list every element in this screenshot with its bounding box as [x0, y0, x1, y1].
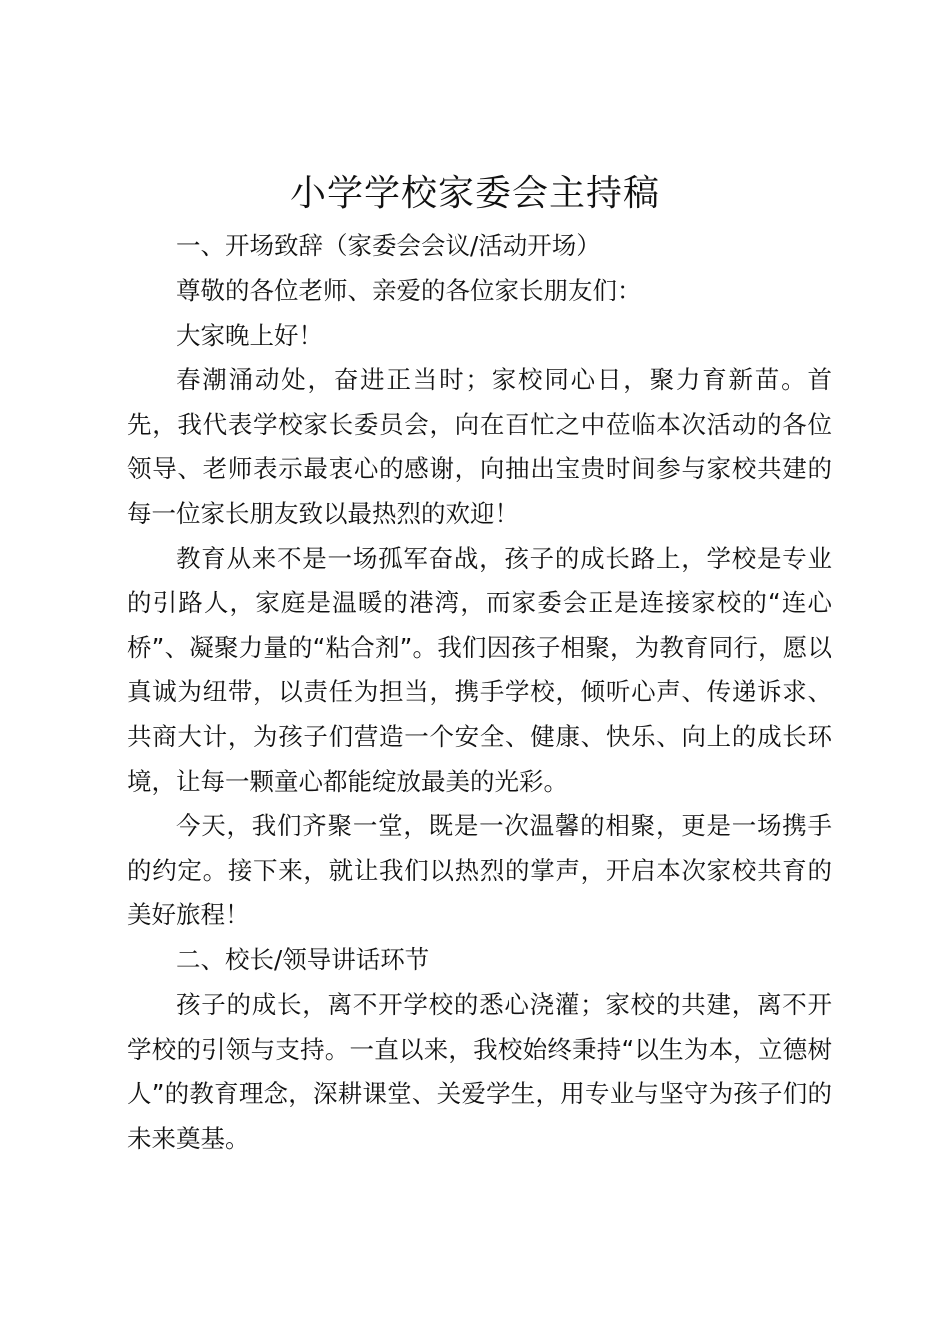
- salutation-line: 大家晚上好！: [176, 320, 323, 350]
- paragraph-today: 今天，我们齐聚一堂，既是一次温馨的相聚，更是一场携手的约定。接下来，就让我们以热烈的掌声，开启本次家校共育的美好旅程！: [127, 811, 832, 930]
- paragraph-welcome: 春潮涌动处，奋进正当时；家校同心日，聚力育新苗。首先，我代表学校家长委员会，向在百忙之中莅临本次活动的各位领导、老师表示最衷心的感谢，向抽出宝贵时间参与家校共建的每一位家长朋友致以最热烈的欢迎！: [127, 365, 832, 528]
- section-heading-2: 二、校长/领导讲话环节: [176, 944, 430, 974]
- document-body: [127, 224, 832, 1161]
- greeting-line: 尊敬的各位老师、亲爱的各位家长朋友们：: [176, 276, 642, 305]
- paragraph-school: 孩子的成长，离不开学校的悉心浇灌；家校的共建，离不开学校的引领与支持。一直以来，我校始终秉持“以生为本，立德树人”的教育理念，深耕课堂、关爱学生，用专业与坚守为孩子们的未来奠基。: [127, 989, 832, 1153]
- section-heading-1: 一、开场致辞（家委会会议/活动开场）: [176, 231, 601, 260]
- document-title: 小学学校家委会主持稿: [289, 173, 660, 214]
- paragraph-education: 教育从来不是一场孤军奋战，孩子的成长路上，学校是专业的引路人，家庭是温暖的港湾，而家委会正是连接家校的“连心桥”、凝聚力量的“粘合剂”。我们因孩子相聚，为教育同行，愿以真诚为纽带，以责任为担当，携手学校，倾听心声、传递诉求、共商大计，为孩子们营造一个安全、健康、快乐、向上的成长环境，让每一颗童心都能绽放最美的光彩。: [127, 543, 832, 796]
